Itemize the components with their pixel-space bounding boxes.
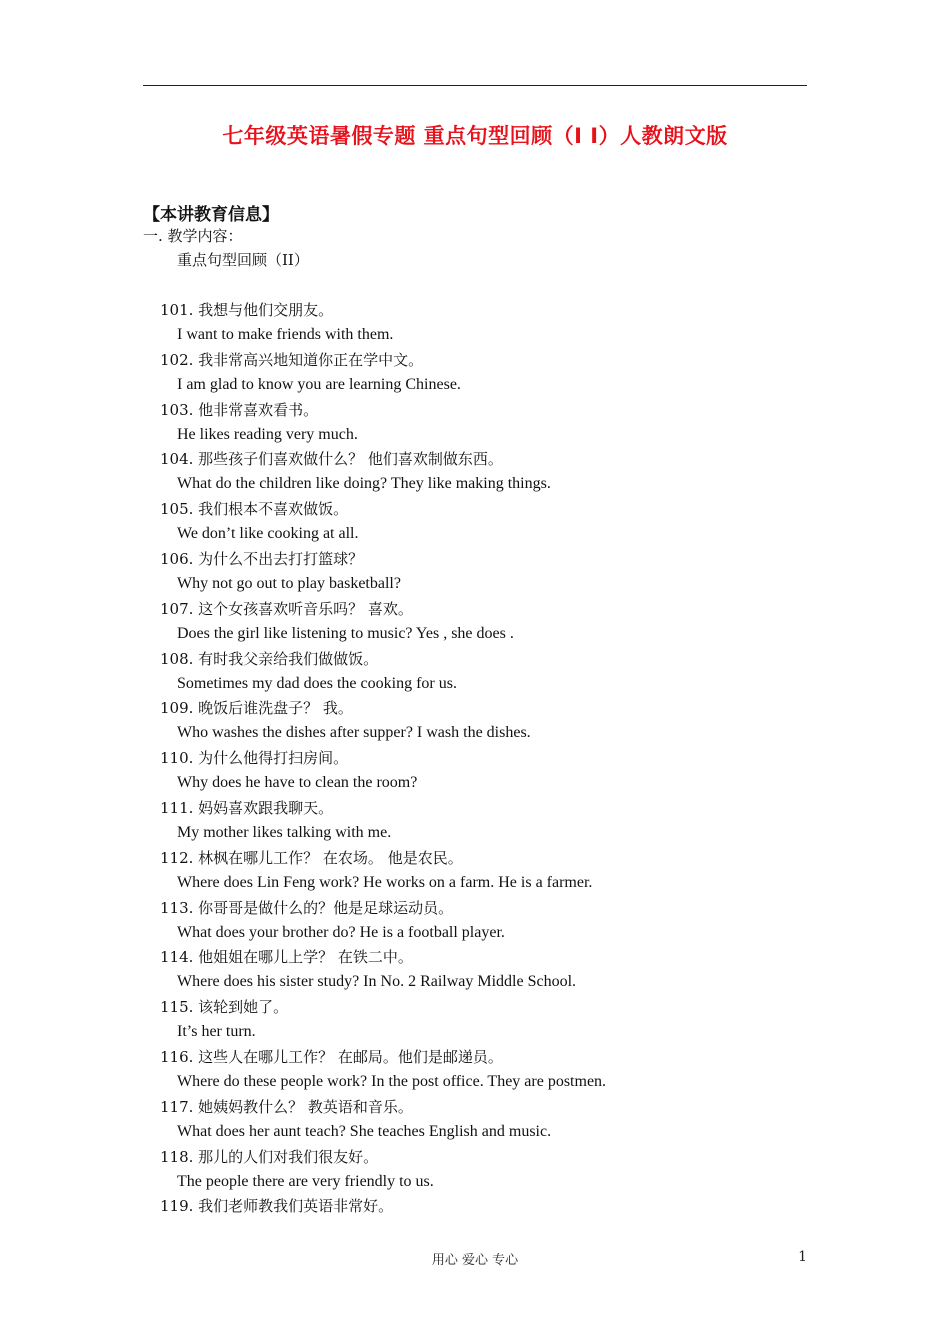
sentence-en: What do the children like doing? They like making things.	[177, 475, 551, 493]
sentence-en: Where does Lin Feng work? He works on a farm. He is a farmer.	[177, 873, 593, 891]
sentence-en: What does her aunt teach? She teaches English and music.	[177, 1122, 552, 1140]
sentence-zh: 118. 那儿的人们对我们很友好。	[160, 1147, 379, 1166]
sentence-zh: 105. 我们根本不喜欢做饭。	[160, 500, 349, 519]
header-rule	[143, 85, 807, 86]
sentence-zh: 119. 我们老师教我们英语非常好。	[160, 1197, 394, 1216]
sentence-zh: 117. 她姨妈教什么？ 教英语和音乐。	[160, 1097, 413, 1116]
sentence-en: I want to make friends with them.	[177, 326, 394, 343]
document-title: 七年级英语暑假专题 重点句型回顾（I I）人教朗文版	[222, 124, 728, 148]
sentence-en: Why does he have to clean the room?	[177, 774, 418, 792]
sentence-en: The people there are very friendly to us.	[177, 1172, 434, 1190]
page-number: 1	[798, 1249, 807, 1265]
subsection-label: 一. 教学内容：	[143, 227, 243, 245]
sentence-zh: 106. 为什么不出去打打篮球？	[160, 550, 364, 568]
sentence-en: I am glad to know you are learning Chinese.	[177, 375, 461, 393]
section-heading: 【本讲教育信息】	[143, 205, 279, 225]
sentence-zh: 102. 我非常高兴地知道你正在学中文。	[160, 350, 424, 369]
sentence-en: What does your brother do? He is a football player.	[177, 923, 505, 941]
sentence-en: He likes reading very much.	[177, 425, 358, 443]
topic-label: 重点句型回顾（II）	[177, 251, 309, 269]
sentence-zh: 116. 这些人在哪儿工作？ 在邮局。他们是邮递员。	[160, 1048, 503, 1066]
sentence-zh: 112. 林枫在哪儿工作？ 在农场。 他是农民。	[160, 848, 463, 867]
sentence-zh: 110. 为什么他得打扫房间。	[160, 749, 349, 768]
sentence-zh: 104. 那些孩子们喜欢做什么？ 他们喜欢制做东西。	[160, 450, 503, 469]
sentence-en: It’s her turn.	[177, 1023, 256, 1041]
sentence-en: Why not go out to play basketball?	[177, 575, 401, 592]
sentence-zh: 107. 这个女孩喜欢听音乐吗？ 喜欢。	[160, 599, 413, 618]
sentence-zh: 103. 他非常喜欢看书。	[160, 400, 319, 419]
sentence-zh: 108. 有时我父亲给我们做做饭。	[160, 649, 379, 668]
sentence-zh: 113. 你哥哥是做什么的？他是足球运动员。	[160, 898, 454, 917]
sentence-en: Who washes the dishes after supper? I wash the dishes.	[177, 724, 531, 742]
sentence-en: Does the girl like listening to music? Yes , she does .	[177, 624, 514, 642]
sentence-en: Where does his sister study? In No. 2 Railway Middle School.	[177, 973, 577, 991]
sentence-en: My mother likes talking with me.	[177, 824, 392, 841]
sentence-en: Where do these people work? In the post office. They are postmen.	[177, 1073, 607, 1090]
sentence-zh: 114. 他姐姐在哪儿上学？ 在铁二中。	[160, 948, 413, 967]
sentence-en: We don’t like cooking at all.	[177, 525, 359, 543]
sentence-zh: 101. 我想与他们交朋友。	[160, 301, 334, 319]
sentence-zh: 109. 晚饭后谁洗盘子？ 我。	[160, 699, 353, 718]
sentence-zh: 111. 妈妈喜欢跟我聊天。	[160, 799, 334, 817]
footer-motto: 用心 爱心 专心	[431, 1253, 519, 1268]
sentence-en: Sometimes my dad does the cooking for us.	[177, 674, 457, 692]
sentence-zh: 115. 该轮到她了。	[160, 998, 289, 1017]
